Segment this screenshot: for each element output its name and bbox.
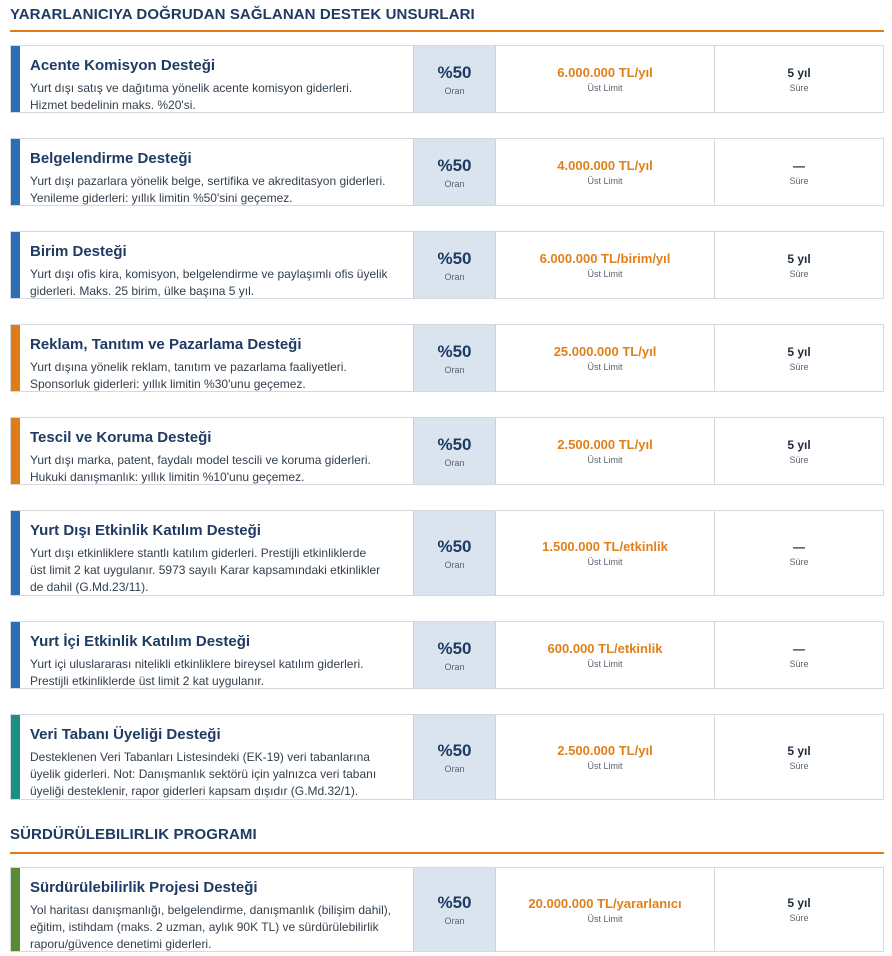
limit-value: 2.500.000 TL/yıl xyxy=(557,437,653,452)
rate-label: Oran xyxy=(444,763,465,774)
limit-cell xyxy=(496,511,715,595)
duration-label: Süre xyxy=(789,361,809,372)
rate-label: Oran xyxy=(444,559,465,570)
card-accent-bar xyxy=(11,325,20,391)
card-text-line: Yurt içi uluslararası nitelikli etkinliklere bireysel katılım giderleri. xyxy=(30,657,364,671)
card-accent-bar xyxy=(11,232,20,298)
duration-cell xyxy=(715,868,883,951)
rate-value: %50 xyxy=(437,62,472,82)
rate-value: %50 xyxy=(437,893,472,912)
card-text-line: Desteklenen Veri Tabanları Listesindeki (EK-19) veri tabanlarına xyxy=(30,750,370,764)
duration-label: Süre xyxy=(789,658,809,669)
duration-cell xyxy=(715,139,883,205)
card-text-line: üyelik giderleri. Not: Danışmanlık sektörü için yalnızca veri tabanı xyxy=(30,767,377,781)
limit-value: 4.000.000 TL/yıl xyxy=(557,158,653,173)
support-card xyxy=(10,138,884,206)
duration-label: Süre xyxy=(789,82,809,93)
duration-value: — xyxy=(793,539,805,554)
support-card xyxy=(10,714,884,800)
duration-label: Süre xyxy=(789,175,809,186)
card-title: Yurt Dışı Etkinlik Katılım Desteği xyxy=(30,522,261,539)
card-description xyxy=(20,418,413,484)
rate-value: %50 xyxy=(437,536,472,556)
rate-label: Oran xyxy=(444,85,465,96)
card-text-line: giderleri. Maks. 25 birim, ülke başına 5 yıl. xyxy=(30,284,255,298)
rate-label: Oran xyxy=(444,178,465,189)
rate-cell xyxy=(413,622,496,688)
card-text-line: eğitim, istihdam (maks. 2 uzman, aylık 90K TL) ve sürdürülebilirlik xyxy=(30,920,379,934)
rate-label: Oran xyxy=(444,364,465,375)
card-accent-bar xyxy=(11,418,20,484)
rate-label: Oran xyxy=(444,271,465,282)
card-title: Veri Tabanı Üyeliği Desteği xyxy=(30,726,221,743)
card-accent-bar xyxy=(11,511,20,595)
card-text xyxy=(30,656,403,690)
card-description xyxy=(20,325,413,391)
duration-cell xyxy=(715,46,883,112)
duration-label: Süre xyxy=(789,913,809,923)
duration-value: 5 yıl xyxy=(787,743,811,758)
card-text xyxy=(30,749,403,800)
duration-cell xyxy=(715,325,883,391)
duration-value: — xyxy=(793,641,805,656)
rate-value: %50 xyxy=(437,341,472,361)
card-description xyxy=(20,232,413,298)
duration-cell xyxy=(715,715,883,799)
duration-label: Süre xyxy=(789,760,809,771)
limit-value: 1.500.000 TL/etkinlik xyxy=(542,539,668,554)
card-text-line: de dahil (G.Md.23/11). xyxy=(30,580,149,594)
rate-cell xyxy=(413,325,496,391)
duration-label: Süre xyxy=(789,268,809,279)
card-text-line: Yol haritası danışmanlığı, belgelendirme, danışmanlık (bilişim dahil), xyxy=(30,903,392,917)
rate-value: %50 xyxy=(437,248,472,268)
limit-cell xyxy=(496,868,715,951)
duration-value: 5 yıl xyxy=(787,65,811,80)
limit-cell xyxy=(496,139,715,205)
limit-value: 6.000.000 TL/birim/yıl xyxy=(539,251,671,266)
section-divider xyxy=(10,30,884,32)
card-text xyxy=(30,452,403,486)
rate-cell xyxy=(413,139,496,205)
card-text-line: Sponsorluk giderleri: yıllık limitin %30'unu geçemez. xyxy=(30,377,306,391)
rate-label: Oran xyxy=(444,661,465,672)
limit-value: 600.000 TL/etkinlik xyxy=(547,641,663,656)
limit-label: Üst Limit xyxy=(587,176,623,186)
card-title: Yurt İçi Etkinlik Katılım Desteği xyxy=(30,633,251,650)
support-card xyxy=(10,324,884,392)
rate-value: %50 xyxy=(437,638,472,658)
support-card xyxy=(10,417,884,485)
support-card xyxy=(10,45,884,113)
rate-cell xyxy=(413,715,496,799)
limit-cell xyxy=(496,46,715,112)
card-text-line: raporu/güvence denetimi giderleri. xyxy=(30,937,212,951)
rate-value: %50 xyxy=(437,740,472,760)
support-card xyxy=(10,621,884,689)
section-title-sustainability: SÜRDÜRÜLEBILIRLIK PROGRAMI xyxy=(10,826,257,843)
duration-value: 5 yıl xyxy=(787,896,811,910)
card-description xyxy=(20,511,413,595)
card-title: Tescil ve Koruma Desteği xyxy=(30,429,212,446)
duration-cell xyxy=(715,232,883,298)
card-text-line: Prestijli etkinliklerde üst limit 2 kat uygulanır. xyxy=(30,674,265,688)
card-accent-bar xyxy=(11,139,20,205)
rate-value: %50 xyxy=(437,434,472,454)
card-title: Belgelendirme Desteği xyxy=(30,150,192,167)
card-text-line: Yurt dışı marka, patent, faydalı model tescili ve koruma giderleri. xyxy=(30,453,371,467)
card-title: Acente Komisyon Desteği xyxy=(30,57,216,74)
card-text-line: Yenileme giderleri: yıllık limitin %50'sini geçemez. xyxy=(30,191,293,205)
duration-value: — xyxy=(793,158,805,173)
card-text xyxy=(30,80,403,114)
card-text xyxy=(30,902,403,953)
duration-cell xyxy=(715,418,883,484)
card-text-line: Yurt dışı ofis kira, komisyon, belgelendirme ve paylaşımlı ofis üyelik xyxy=(30,267,388,281)
card-description xyxy=(20,622,413,688)
card-description xyxy=(20,868,413,951)
duration-value: 5 yıl xyxy=(787,437,811,452)
limit-cell xyxy=(496,622,715,688)
card-title: Sürdürülebilirlik Projesi Desteği xyxy=(30,879,258,896)
limit-label: Üst Limit xyxy=(587,83,623,93)
limit-cell xyxy=(496,715,715,799)
card-description xyxy=(20,715,413,799)
card-accent-bar xyxy=(11,715,20,799)
card-description xyxy=(20,139,413,205)
limit-label: Üst Limit xyxy=(587,269,623,279)
card-text xyxy=(30,173,403,207)
duration-value: 5 yıl xyxy=(787,344,811,359)
card-text-line: Hizmet bedelinin maks. %20'si. xyxy=(30,98,196,112)
card-text-line: Hukuki danışmanlık: yıllık limitin %10'unu geçemez. xyxy=(30,470,305,484)
support-card xyxy=(10,867,884,952)
limit-label: Üst Limit xyxy=(587,913,623,924)
limit-label: Üst Limit xyxy=(587,455,623,465)
duration-label: Süre xyxy=(789,556,809,567)
rate-cell xyxy=(413,418,496,484)
limit-cell xyxy=(496,232,715,298)
section-divider xyxy=(10,852,884,854)
card-text-line: üyeliği desteklenir, rapor giderleri kapsam dışıdır (G.Md.32/1). xyxy=(30,784,359,798)
rate-cell xyxy=(413,46,496,112)
limit-value: 20.000.000 TL/yararlanıcı xyxy=(528,895,682,911)
rate-label: Oran xyxy=(444,916,465,926)
section-title-support-items: YARARLANICIYA DOĞRUDAN SAĞLANAN DESTEK UNSURLARI xyxy=(10,6,475,23)
rate-label: Oran xyxy=(444,457,465,468)
card-accent-bar xyxy=(11,868,20,951)
limit-value: 25.000.000 TL/yıl xyxy=(553,344,657,359)
card-text-line: Yurt dışına yönelik reklam, tanıtım ve pazarlama faaliyetleri. xyxy=(30,360,347,374)
card-text-line: Yurt dışı satış ve dağıtıma yönelik acente komisyon giderleri. xyxy=(30,81,353,95)
duration-label: Süre xyxy=(789,454,809,465)
rate-value: %50 xyxy=(437,155,472,175)
card-text-line: Yurt dışı etkinliklere stantlı katılım giderleri. Prestijli etkinliklerde xyxy=(30,546,367,560)
duration-value: 5 yıl xyxy=(787,251,811,266)
duration-cell xyxy=(715,511,883,595)
rate-cell xyxy=(413,868,496,951)
limit-cell xyxy=(496,325,715,391)
card-title: Reklam, Tanıtım ve Pazarlama Desteği xyxy=(30,336,302,353)
limit-label: Üst Limit xyxy=(587,659,623,669)
duration-cell xyxy=(715,622,883,688)
support-card xyxy=(10,231,884,299)
card-text xyxy=(30,266,403,300)
card-description xyxy=(20,46,413,112)
limit-label: Üst Limit xyxy=(587,761,623,771)
card-text xyxy=(30,545,403,596)
limit-value: 6.000.000 TL/yıl xyxy=(557,65,653,80)
limit-cell xyxy=(496,418,715,484)
support-card xyxy=(10,510,884,596)
rate-cell xyxy=(413,511,496,595)
card-title: Birim Desteği xyxy=(30,243,127,260)
rate-cell xyxy=(413,232,496,298)
card-accent-bar xyxy=(11,46,20,112)
card-text-line: üst limit 2 kat uygulanır. 5973 sayılı Karar kapsamındaki etkinlikler xyxy=(30,563,381,577)
card-text xyxy=(30,359,403,393)
limit-label: Üst Limit xyxy=(587,362,623,372)
card-accent-bar xyxy=(11,622,20,688)
limit-value: 2.500.000 TL/yıl xyxy=(557,743,653,758)
card-text-line: Yurt dışı pazarlara yönelik belge, sertifika ve akreditasyon giderleri. xyxy=(30,174,386,188)
limit-label: Üst Limit xyxy=(587,557,623,567)
